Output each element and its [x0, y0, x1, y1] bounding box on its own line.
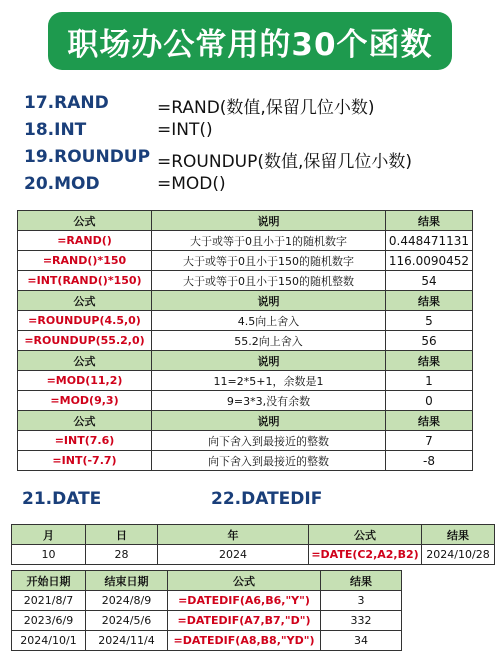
header-result: 结果: [386, 211, 473, 231]
description-cell: 大于或等于0且小于150的随机数字: [152, 251, 386, 271]
start-date-cell: 2021/8/7: [12, 591, 86, 611]
result-cell: 0: [386, 391, 473, 411]
table-header-row: [18, 211, 473, 231]
result-cell: 332: [321, 611, 402, 631]
header-day: 日: [86, 525, 158, 545]
formula-cell: =INT(7.6): [18, 431, 152, 451]
description-cell: 4.5向上舍入: [152, 311, 386, 331]
result-cell: 7: [386, 431, 473, 451]
description-cell: 大于或等于0且小于150的随机整数: [152, 271, 386, 291]
description-cell: 向下舍入到最接近的整数: [152, 431, 386, 451]
formula-cell: =DATEDIF(A7,B7,"D"): [168, 611, 321, 631]
header-formula: 公式: [18, 211, 152, 231]
header-description: 说明: [152, 291, 386, 311]
header-description: 说明: [152, 411, 386, 431]
table-row: [12, 631, 402, 651]
table-row: [18, 391, 473, 411]
table-row: [18, 311, 473, 331]
table-header-row: [12, 571, 402, 591]
section-title-date: 21.DATE: [22, 489, 102, 509]
month-cell: 10: [12, 545, 86, 565]
result-cell: -8: [386, 451, 473, 471]
result-cell: 34: [321, 631, 402, 651]
year-cell: 2024: [158, 545, 309, 565]
description-cell: 大于或等于0且小于1的随机数字: [152, 231, 386, 251]
table-row: [12, 591, 402, 611]
description-cell: 9=3*3,没有余数: [152, 391, 386, 411]
table-header-row: [18, 351, 473, 371]
function-syntax: =INT(): [157, 120, 213, 140]
header-result: 结果: [386, 291, 473, 311]
function-syntax: =MOD(): [157, 174, 226, 194]
end-date-cell: 2024/5/6: [86, 611, 168, 631]
formula-cell: =INT(-7.7): [18, 451, 152, 471]
header-description: 说明: [152, 211, 386, 231]
table-header-row: [18, 411, 473, 431]
formula-cell: =ROUNDUP(55.2,0): [18, 331, 152, 351]
section-title-datedif: 22.DATEDIF: [211, 489, 323, 509]
result-cell: 56: [386, 331, 473, 351]
day-cell: 28: [86, 545, 158, 565]
table-row: [18, 231, 473, 251]
function-name: 19.ROUNDUP: [24, 147, 151, 167]
formula-cell: =INT(RAND()*150): [18, 271, 152, 291]
table-row: [12, 545, 495, 565]
header-result: 结果: [422, 525, 495, 545]
header-formula: 公式: [168, 571, 321, 591]
formula-cell: =DATEDIF(A8,B8,"YD"): [168, 631, 321, 651]
formula-cell: =DATE(C2,A2,B2): [309, 545, 422, 565]
formula-cell: =RAND(): [18, 231, 152, 251]
start-date-cell: 2023/6/9: [12, 611, 86, 631]
header-year: 年: [158, 525, 309, 545]
table-row: [18, 331, 473, 351]
table-row: [18, 371, 473, 391]
formula-cell: =MOD(11,2): [18, 371, 152, 391]
header-formula: 公式: [18, 291, 152, 311]
header-formula: 公式: [309, 525, 422, 545]
header-result: 结果: [386, 351, 473, 371]
date-example-table: [11, 524, 495, 565]
description-cell: 11=2*5+1，余数是1: [152, 371, 386, 391]
result-cell: 0.448471131: [386, 231, 473, 251]
page-title: 职场办公常用的30个函数: [67, 26, 433, 63]
header-description: 说明: [152, 351, 386, 371]
result-cell: 5: [386, 311, 473, 331]
description-cell: 向下舍入到最接近的整数: [152, 451, 386, 471]
header-result: 结果: [321, 571, 402, 591]
function-name: 18.INT: [24, 120, 87, 140]
end-date-cell: 2024/11/4: [86, 631, 168, 651]
table-row: [18, 451, 473, 471]
header-result: 结果: [386, 411, 473, 431]
end-date-cell: 2024/8/9: [86, 591, 168, 611]
table-row: [18, 251, 473, 271]
formula-cell: =MOD(9,3): [18, 391, 152, 411]
table-header-row: [18, 291, 473, 311]
function-syntax: =ROUNDUP(数值,保留几位小数): [157, 152, 413, 172]
formula-cell: =DATEDIF(A6,B6,"Y"): [168, 591, 321, 611]
function-examples-table: [17, 210, 473, 471]
function-name: 20.MOD: [24, 174, 100, 194]
title-banner: [48, 12, 452, 70]
table-row: [12, 611, 402, 631]
function-syntax: =RAND(数值,保留几位小数): [157, 98, 375, 118]
description-cell: 55.2向上舍入: [152, 331, 386, 351]
start-date-cell: 2024/10/1: [12, 631, 86, 651]
header-month: 月: [12, 525, 86, 545]
table-header-row: [12, 525, 495, 545]
header-formula: 公式: [18, 351, 152, 371]
header-formula: 公式: [18, 411, 152, 431]
header-start-date: 开始日期: [12, 571, 86, 591]
result-cell: 2024/10/28: [422, 545, 495, 565]
formula-cell: =RAND()*150: [18, 251, 152, 271]
result-cell: 1: [386, 371, 473, 391]
result-cell: 3: [321, 591, 402, 611]
result-cell: 116.0090452: [386, 251, 473, 271]
table-row: [18, 431, 473, 451]
function-name: 17.RAND: [24, 93, 109, 113]
formula-cell: =ROUNDUP(4.5,0): [18, 311, 152, 331]
datedif-example-table: [11, 570, 402, 651]
header-end-date: 结束日期: [86, 571, 168, 591]
result-cell: 54: [386, 271, 473, 291]
table-row: [18, 271, 473, 291]
